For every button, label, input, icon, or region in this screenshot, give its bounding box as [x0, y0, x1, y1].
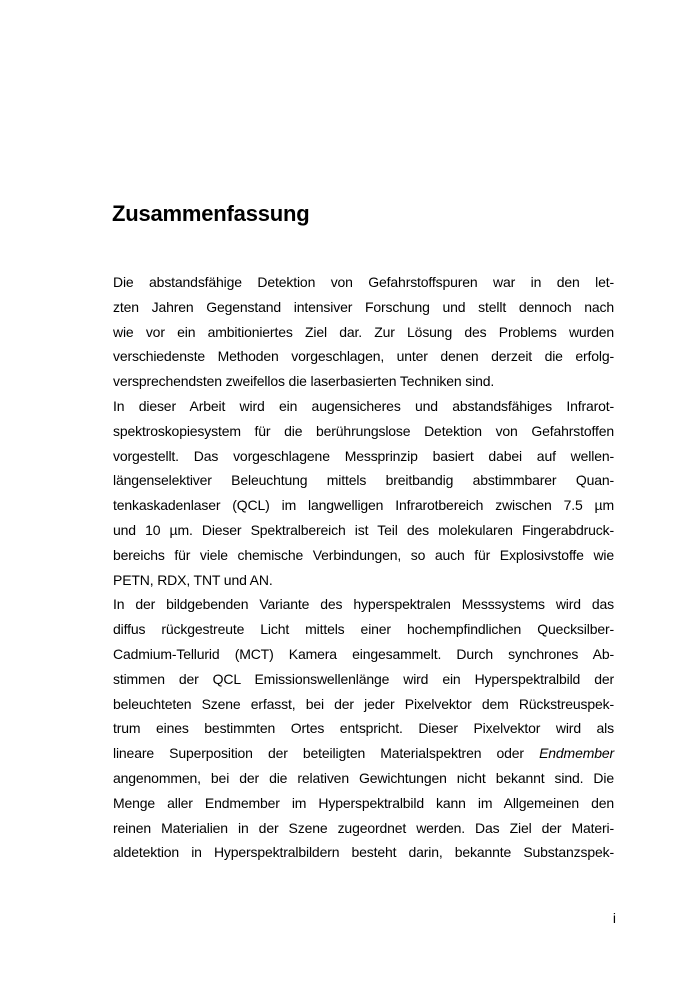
text-line [113, 568, 614, 593]
text-run: angenommen, bei der die relativen Gewichtungen nicht bekannt sind. Die [113, 769, 614, 786]
paragraph [113, 270, 614, 394]
text-run: aldetektion in Hyperspektralbildern besteht darin, bekannte Substanzspek- [113, 844, 614, 861]
text-line [113, 692, 614, 717]
text-run: beleuchteten Szene erfasst, bei der jeder Pixelvektor dem Rückstreuspek- [113, 695, 614, 712]
text-line [113, 468, 614, 493]
text-run: reinen Materialien in der Szene zugeordnet werden. Das Ziel der Materi- [113, 819, 614, 836]
text-run: In dieser Arbeit wird ein augensicheres und abstandsfähiges Infrarot- [113, 397, 614, 414]
text-line [113, 369, 614, 394]
text-run: lineare Superposition der beteiligten Materialspektren oder [113, 745, 540, 762]
text-run: Die abstandsfähige Detektion von Gefahrstoffspuren war in den let- [113, 274, 614, 290]
text-line [113, 791, 614, 816]
body-text [113, 270, 614, 865]
text-line [113, 493, 614, 518]
text-run: tenkaskadenlaser (QCL) im langwelligen Infrarotbereich zwischen 7.5 µm [113, 497, 614, 514]
text-line [113, 642, 614, 667]
text-line [113, 543, 614, 568]
text-run: Menge aller Endmember im Hyperspektralbild kann im Allgemeinen den [113, 794, 614, 811]
text-line [113, 716, 614, 741]
page-number: i [612, 910, 616, 926]
text-line [113, 840, 614, 865]
text-line [113, 444, 614, 469]
text-run: verschiedenste Methoden vorgeschlagen, unter denen derzeit die erfolg- [113, 348, 614, 365]
text-line [113, 419, 614, 444]
text-line [113, 617, 614, 642]
text-line [113, 667, 614, 692]
text-run: und 10 µm. Dieser Spektralbereich ist Teil des molekularen Fingerabdruck- [113, 521, 614, 538]
text-run: versprechendsten zweifellos die laserbasierten Techniken sind. [113, 373, 495, 390]
italic-term: Endmember [539, 745, 614, 762]
text-line [113, 320, 614, 345]
text-run: PETN, RDX, TNT und AN. [113, 571, 273, 588]
text-run: zten Jahren Gegenstand intensiver Forschung und stellt dennoch nach [113, 298, 614, 315]
section-heading: Zusammenfassung [112, 201, 310, 226]
text-line [113, 592, 614, 617]
text-run: diffus rückgestreute Licht mittels einer hochempfindlichen Quecksilber- [113, 621, 614, 638]
paragraph [113, 394, 614, 592]
text-line [113, 344, 614, 369]
text-run: trum eines bestimmten Ortes entspricht. Dieser Pixelvektor wird als [113, 720, 614, 737]
text-run: bereichs für viele chemische Verbindungen, so auch für Explosivstoffe wie [113, 546, 614, 563]
text-line [113, 295, 614, 320]
text-run: In der bildgebenden Variante des hyperspektralen Messsystems wird das [113, 596, 614, 613]
text-run: Cadmium-Tellurid (MCT) Kamera eingesammelt. Durch synchrones Ab- [113, 645, 614, 662]
text-run: wie vor ein ambitioniertes Ziel dar. Zur Lösung des Problems wurden [113, 323, 614, 340]
text-line [113, 741, 614, 766]
text-run: längenselektiver Beleuchtung mittels breitbandig abstimmbarer Quan- [113, 472, 614, 489]
text-line [113, 394, 614, 419]
text-line [113, 270, 614, 295]
text-run: spektroskopiesystem für die berührungslose Detektion von Gefahrstoffen [113, 422, 614, 439]
text-line [113, 816, 614, 841]
text-run: vorgestellt. Das vorgeschlagene Messprinzip basiert dabei auf wellen- [113, 447, 614, 464]
paragraph [113, 592, 614, 865]
text-line [113, 518, 614, 543]
text-line [113, 766, 614, 791]
text-run: stimmen der QCL Emissionswellenlänge wird ein Hyperspektralbild der [113, 670, 614, 687]
